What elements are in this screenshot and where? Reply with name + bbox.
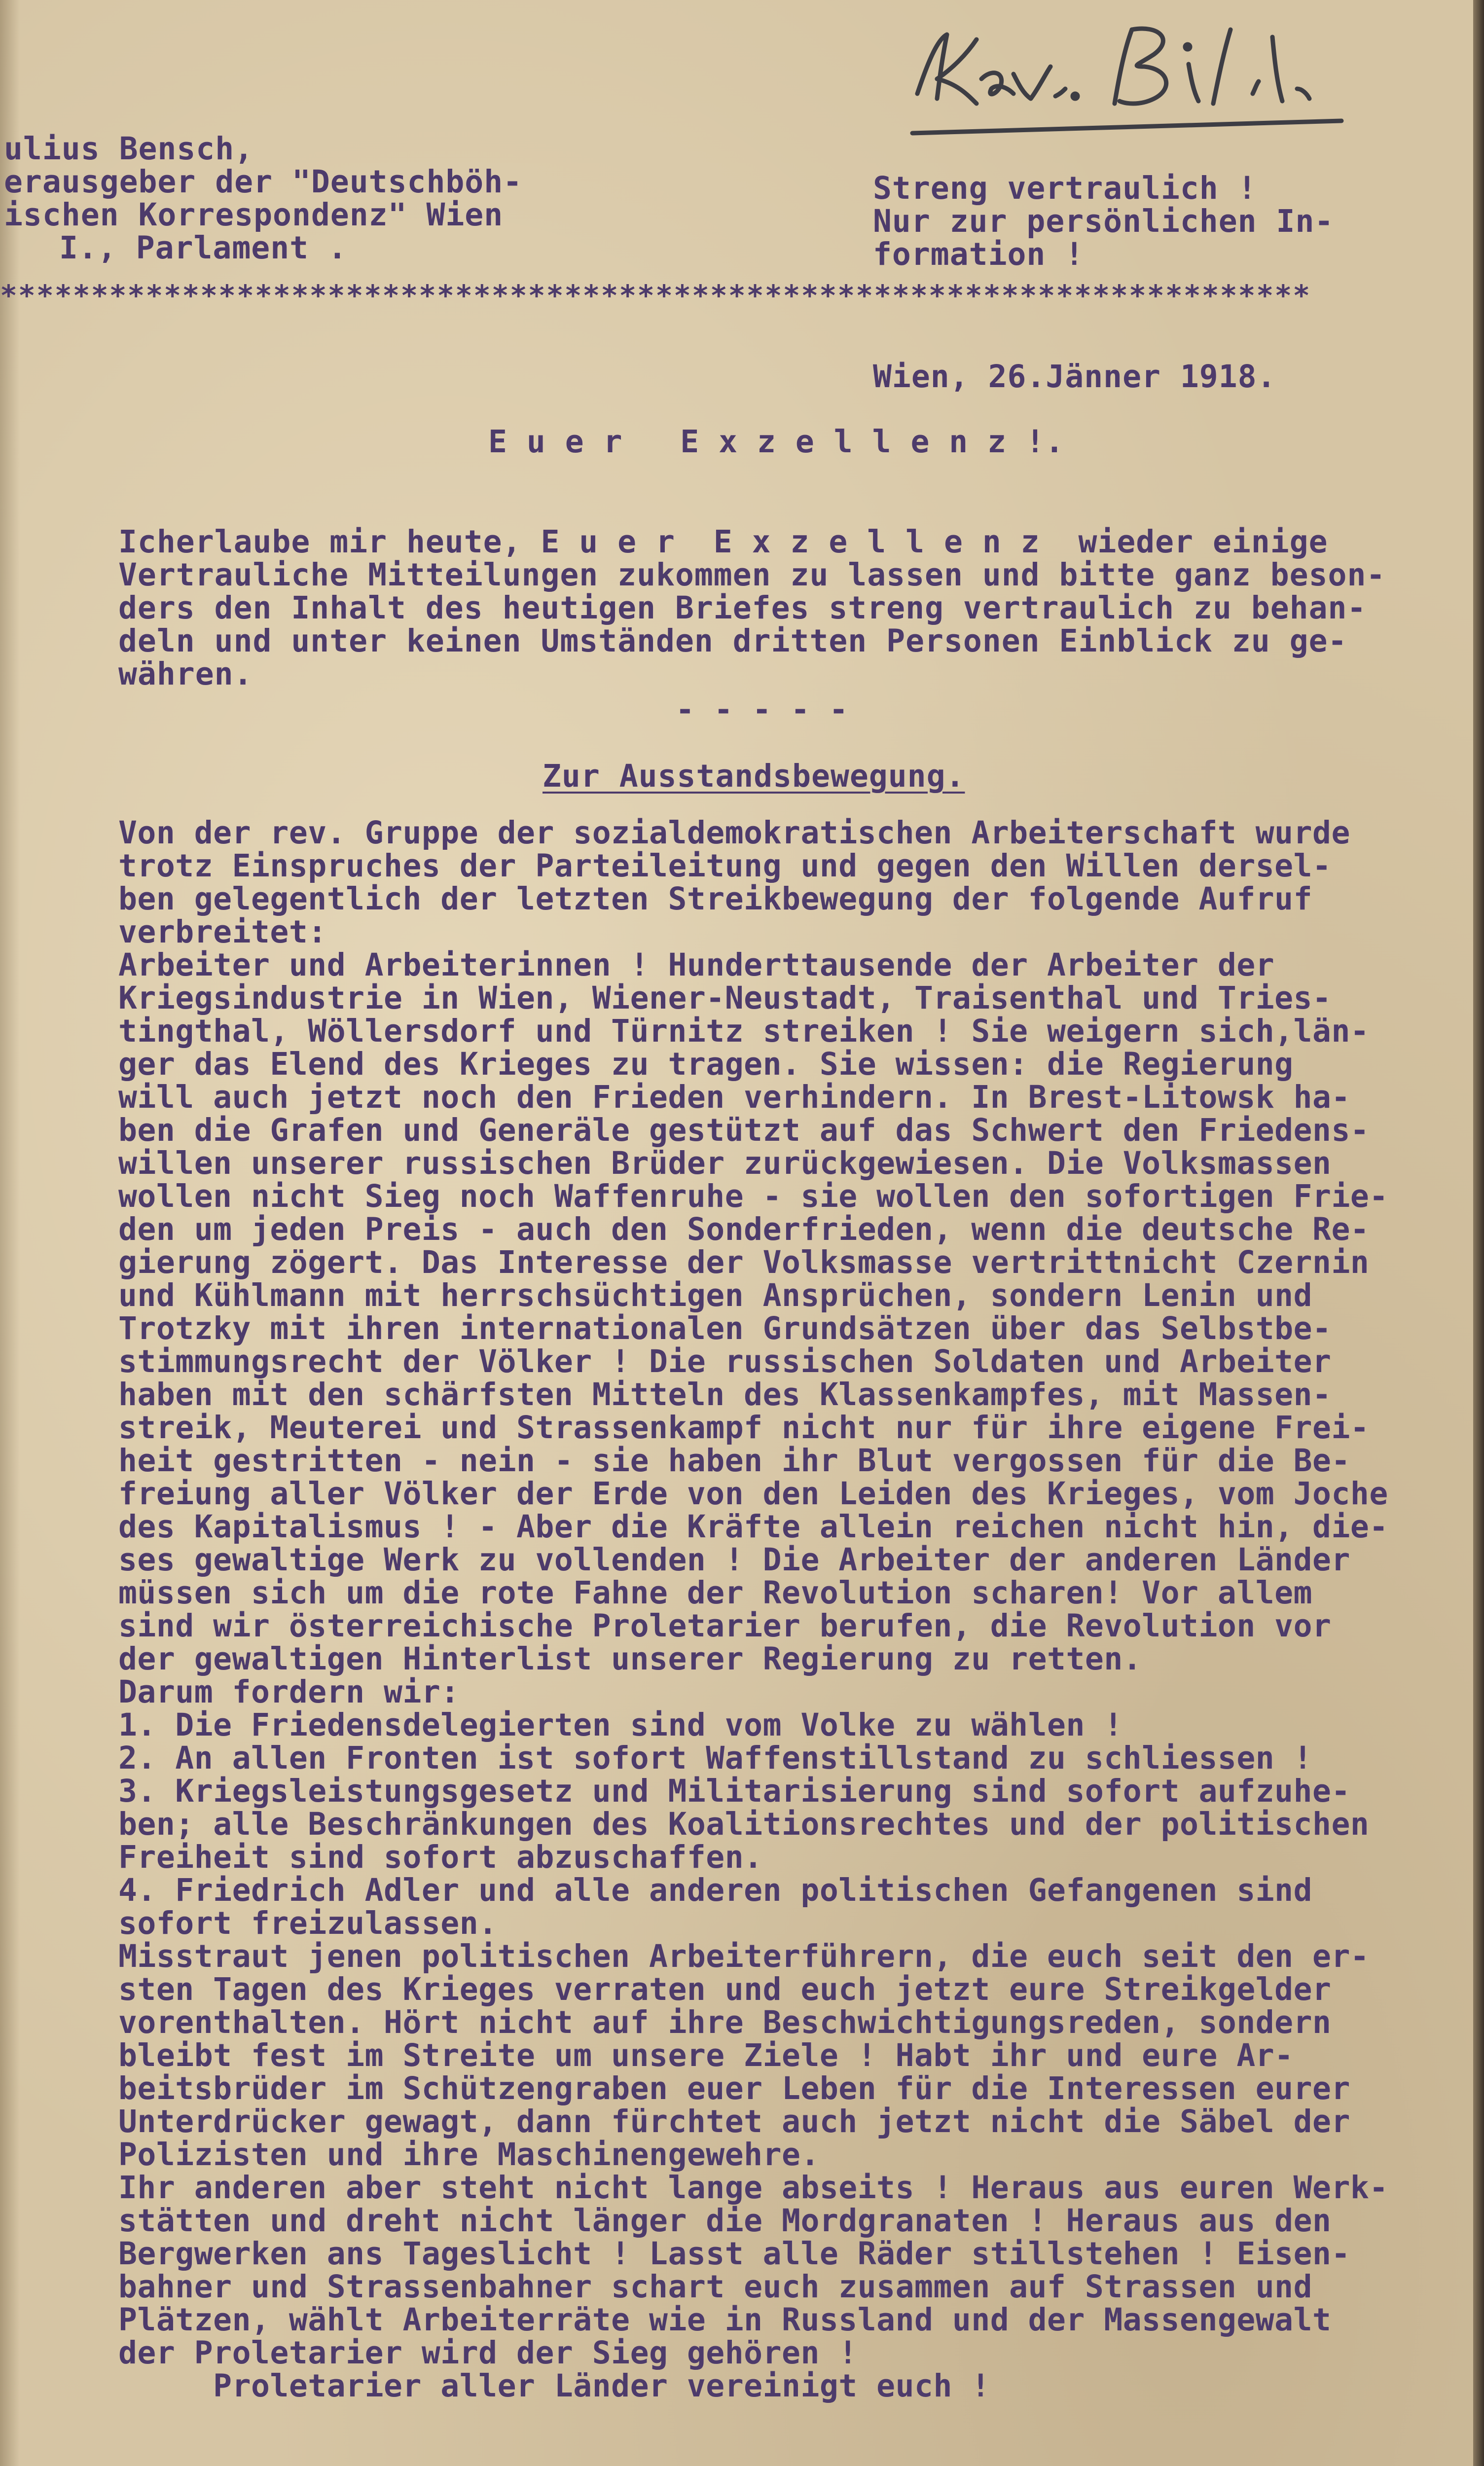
body-line: streik, Meuterei und Strassenkampf nicht nur für ihre eigene Frei- — [118, 1410, 1370, 1446]
body-line: und Kühlmann mit herrschsüchtigen Ansprüchen, sondern Lenin und — [118, 1277, 1313, 1313]
body-line: haben mit den schärfsten Mitteln des Klassenkampfes, mit Massen- — [118, 1377, 1332, 1413]
body-line: der gewaltigen Hinterlist unserer Regierung zu retten. — [118, 1641, 1142, 1677]
body-line: den um jeden Preis - auch den Sonderfrieden, wenn die deutsche Re- — [118, 1211, 1370, 1247]
body-line: tingthal, Wöllersdorf und Türnitz streiken ! Sie weigern sich,län- — [118, 1013, 1370, 1049]
confidential-line-1: Streng vertraulich ! — [873, 170, 1257, 206]
intro-line: ders den Inhalt des heutigen Briefes streng vertraulich zu behan- — [118, 590, 1367, 626]
intro-line: währen. — [118, 656, 253, 692]
body-line: will auch jetzt noch den Frieden verhindern. In Brest-Litowsk ha- — [118, 1079, 1350, 1115]
sender-address: I., Parlament . — [59, 230, 347, 266]
body-line: sind wir österreichische Proletarier berufen, die Revolution vor — [118, 1608, 1332, 1644]
body-line: sten Tagen des Krieges verraten und euch jetzt eure Streikgelder — [118, 1971, 1332, 2007]
sender-publication: ischen Korrespondenz" Wien — [4, 197, 504, 233]
body-line: ses gewaltige Werk zu vollenden ! Die Arbeiter der anderen Länder — [118, 1542, 1350, 1578]
salutation: E u e r E x z e l l e n z !. — [488, 424, 1064, 460]
intro-line: deln und unter keinen Umständen dritten Personen Einblick zu ge- — [118, 623, 1347, 659]
body-line: müssen sich um die rote Fahne der Revolution scharen! Vor allem — [118, 1575, 1313, 1611]
body-line: verbreitet: — [118, 914, 327, 950]
appeal-body — [118, 816, 1450, 2402]
body-line: Unterdrücker gewagt, dann fürchtet auch jetzt nicht die Säbel der — [118, 2103, 1350, 2140]
confidential-line-2: Nur zur persönlichen In- — [873, 203, 1334, 239]
dash-divider: - - - - - — [676, 691, 849, 727]
body-line: des Kapitalismus ! - Aber die Kräfte allein reichen nicht hin, die- — [118, 1509, 1388, 1545]
body-line: stätten und dreht nicht länger die Mordgranaten ! Heraus aus den — [118, 2203, 1332, 2239]
body-line: 1. Die Friedensdelegierten sind vom Volke zu wählen ! — [118, 1707, 1123, 1743]
body-line: Von der rev. Gruppe der sozialdemokratischen Arbeiterschaft wurde — [118, 815, 1350, 851]
body-line: 3. Kriegsleistungsgesetz und Militarisierung sind sofort aufzuhe- — [118, 1773, 1350, 1809]
body-line: wollen nicht Sieg noch Waffenruhe - sie wollen den sofortigen Frie- — [118, 1178, 1388, 1214]
body-line: Freiheit sind sofort abzuschaffen. — [118, 1839, 763, 1875]
body-line: stimmungsrecht der Völker ! Die russischen Soldaten und Arbeiter — [118, 1343, 1332, 1379]
body-line: Arbeiter und Arbeiterinnen ! Hunderttausende der Arbeiter der — [118, 947, 1275, 983]
intro-line: Icherlaube mir heute, E u e r E x z e l l e n z wieder einige — [118, 524, 1328, 560]
body-line: trotz Einspruches der Parteileitung und gegen den Willen dersel- — [118, 848, 1332, 884]
body-line: sofort freizulassen. — [118, 1905, 498, 1941]
intro-paragraph — [118, 525, 1385, 690]
body-line: der Proletarier wird der Sieg gehören ! — [118, 2335, 858, 2371]
sender-title: erausgeber der "Deutschböh- — [4, 164, 523, 200]
body-line: vorenthalten. Hört nicht auf ihre Beschwichtigungsreden, sondern — [118, 2004, 1332, 2040]
body-line: Trotzky mit ihren internationalen Grundsätzen über das Selbstbe- — [118, 1310, 1332, 1346]
body-line: ben die Grafen und Generäle gestützt auf das Schwert den Friedens- — [118, 1112, 1370, 1148]
section-title: Zur Ausstandsbewegung. — [543, 758, 965, 794]
body-line: bleibt fest im Streite um unsere Ziele ! Habt ihr und eure Ar- — [118, 2037, 1294, 2073]
body-line: heit gestritten - nein - sie haben ihr Blut vergossen für die Be- — [118, 1443, 1350, 1479]
body-line: Plätzen, wählt Arbeiterräte wie in Russland und der Massengewalt — [118, 2302, 1332, 2338]
body-line: ger das Elend des Krieges zu tragen. Sie wissen: die Regierung — [118, 1046, 1294, 1082]
body-line: freiung aller Völker der Erde von den Leiden des Krieges, vom Joche — [118, 1476, 1388, 1512]
body-line: Polizisten und ihre Maschinengewehre. — [118, 2137, 820, 2173]
body-line: bahner und Strassenbahner schart euch zusammen auf Strassen und — [118, 2269, 1313, 2305]
body-line: gierung zögert. Das Interesse der Volksmasse vertrittnicht Czernin — [118, 1244, 1370, 1280]
date-line: Wien, 26.Jänner 1918. — [873, 359, 1276, 395]
body-line: 4. Friedrich Adler und alle anderen politischen Gefangenen sind — [118, 1872, 1313, 1908]
sender-name: ulius Bensch, — [4, 131, 254, 167]
body-line: Darum fordern wir: — [118, 1674, 460, 1710]
body-line: Bergwerken ans Tageslicht ! Lasst alle Räder stillstehen ! Eisen- — [118, 2236, 1350, 2272]
body-line: ben; alle Beschränkungen des Koalitionsrechtes und der politischen — [118, 1806, 1370, 1842]
body-line: 2. An allen Fronten ist sofort Waffenstillstand zu schliessen ! — [118, 1740, 1313, 1776]
body-line: beitsbrüder im Schützengraben euer Leben für die Interessen eurer — [118, 2070, 1350, 2106]
body-line: ben gelegentlich der letzten Streikbewegung der folgende Aufruf — [118, 881, 1313, 917]
body-line: Proletarier aller Länder vereinigt euch ! — [118, 2368, 990, 2404]
body-line: Misstraut jenen politischen Arbeiterführern, die euch seit den er- — [118, 1938, 1370, 1974]
intro-line: Vertrauliche Mitteilungen zukommen zu lassen und bitte ganz beson- — [118, 557, 1386, 593]
confidential-line-3: formation ! — [873, 236, 1085, 272]
body-line: Kriegsindustrie in Wien, Wiener-Neustadt, Traisenthal und Tries- — [118, 980, 1332, 1016]
separator-stars: ************************************************************************ — [0, 279, 1311, 312]
page-edge — [1473, 0, 1484, 2466]
body-line: Ihr anderen aber steht nicht lange abseits ! Heraus aus euren Werk- — [118, 2170, 1388, 2206]
body-line: willen unserer russischen Brüder zurückgewiesen. Die Volksmassen — [118, 1145, 1332, 1181]
